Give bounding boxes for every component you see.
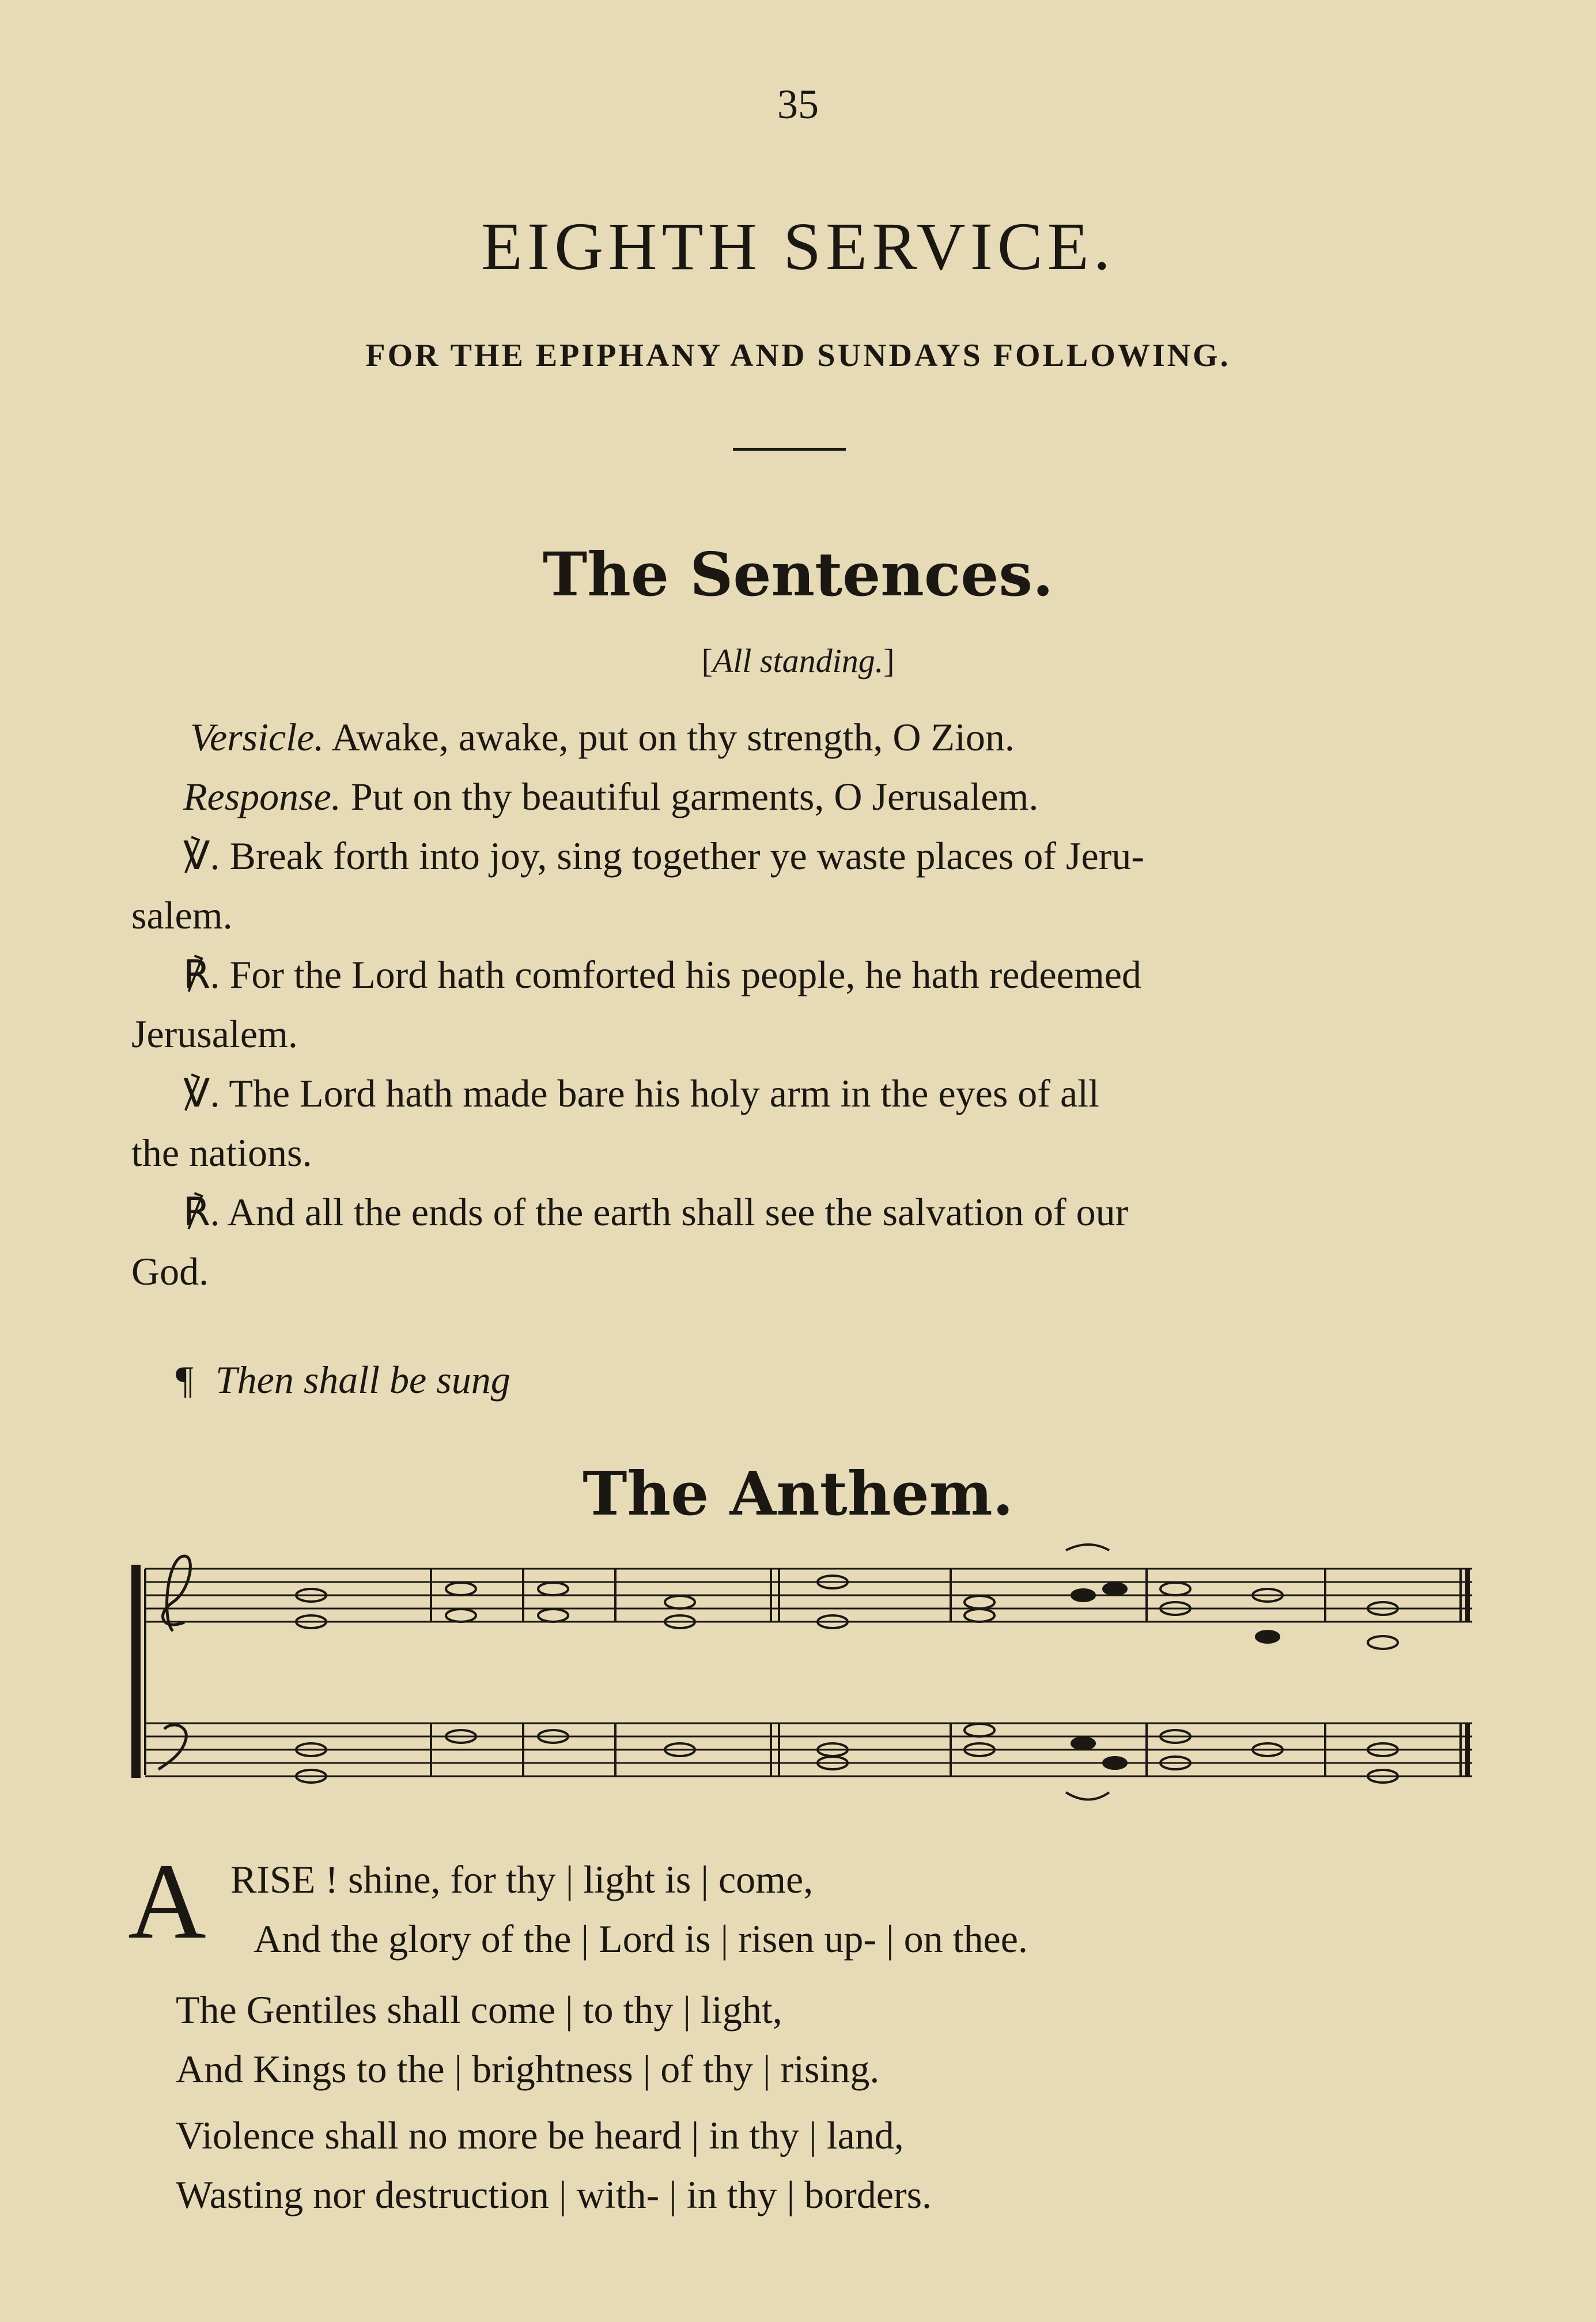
anthem-line: Violence shall no more be heard | in thy | land, xyxy=(176,2113,904,2157)
sentences-heading: The Sentences. xyxy=(542,539,1054,610)
drop-cap: A xyxy=(128,1841,206,1961)
anthem-line: The Gentiles shall come | to thy | light, xyxy=(176,1988,782,2032)
sentence-text: Break forth into joy, sing together ye waste places of Jeru- xyxy=(229,834,1144,878)
page-number: 35 xyxy=(777,81,819,127)
sentence-text: Awake, awake, put on thy strength, O Zion. xyxy=(331,715,1015,759)
service-subtitle: FOR THE EPIPHANY AND SUNDAYS FOLLOWING. xyxy=(365,338,1231,373)
system-bracket xyxy=(131,1565,141,1778)
anthem-line: RISE ! shine, for thy | light is | come, xyxy=(230,1857,814,1901)
sentence-text: For the Lord hath comforted his people, he hath redeemed xyxy=(229,953,1141,996)
response-symbol: ℟. xyxy=(183,1190,220,1234)
versicle-label: Versicle. xyxy=(190,715,324,759)
service-title: EIGHTH SERVICE. xyxy=(481,209,1115,284)
treble-notes xyxy=(296,1545,1398,1649)
anthem-line: And the glory of the | Lord is | risen up- | on thee. xyxy=(254,1917,1028,1961)
anthem-line: And Kings to the | brightness | of thy | rising. xyxy=(176,2047,880,2091)
stage-direction-text: All standing. xyxy=(712,642,884,679)
anthem-heading: The Anthem. xyxy=(583,1458,1013,1529)
versicle-symbol: ℣. xyxy=(183,834,220,878)
anthem-line: Wasting nor destruction | with- | in thy | borders. xyxy=(176,2173,932,2217)
sentence-text: God. xyxy=(131,1249,209,1293)
treble-staff xyxy=(145,1569,1472,1622)
versicle-symbol: ℣. xyxy=(183,1071,220,1115)
treble-clef-icon xyxy=(163,1556,191,1631)
sentence-text: salem. xyxy=(131,893,233,937)
rubric-text: Then shall be sung xyxy=(215,1358,510,1402)
response-label: Response. xyxy=(183,775,341,818)
sentence-text: the nations. xyxy=(131,1131,312,1175)
sentence-text: The Lord hath made bare his holy arm in the eyes of all xyxy=(229,1071,1099,1115)
sentence-text: Jerusalem. xyxy=(131,1012,298,1056)
sentence-text: And all the ends of the earth shall see the salvation of our xyxy=(227,1190,1129,1234)
bass-notes xyxy=(296,1724,1398,1800)
stage-direction: [All standing.] xyxy=(701,642,895,679)
barlines xyxy=(431,1569,1468,1776)
pilcrow-icon: ¶ xyxy=(176,1358,194,1402)
bass-staff xyxy=(145,1723,1472,1776)
sentence-text: Put on thy beautiful garments, O Jerusalem. xyxy=(350,775,1039,818)
response-symbol: ℟. xyxy=(183,953,220,996)
